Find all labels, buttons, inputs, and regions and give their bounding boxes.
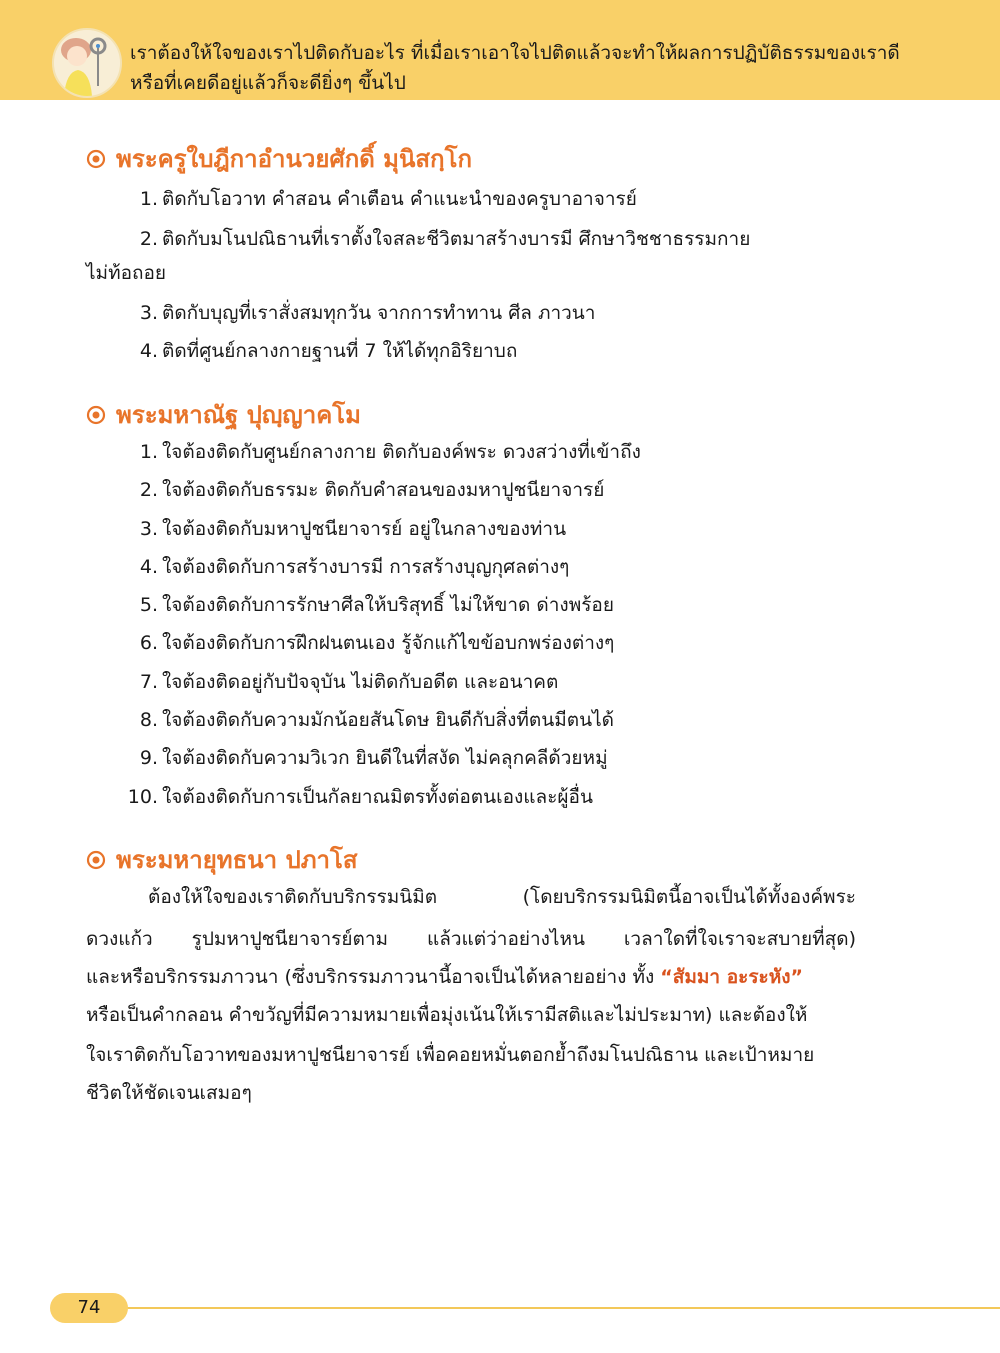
footer-rule <box>120 1307 1000 1309</box>
paragraph-line: ดวงแก้ว รูปมหาปูชนียาจารย์ตาม แล้วแต่ว่าอย่างไหน เวลาใดที่ใจเราจะสบายที่สุด) <box>86 928 856 950</box>
list-item <box>126 705 614 735</box>
section-title: พระมหายุทธนา ปภาโส <box>116 846 358 874</box>
item-number: 3. <box>139 518 158 540</box>
item-number: 2. <box>139 228 158 250</box>
header-caption <box>130 38 970 98</box>
item-number: 5. <box>139 594 158 616</box>
bullet-icon <box>86 850 106 870</box>
item-text: ใจต้องติดกับศูนย์กลางกาย ติดกับองค์พระ ดวงสว่างที่เข้าถึง <box>162 441 641 463</box>
list-item <box>126 224 750 254</box>
item-text: ใจต้องติดกับการสร้างบารมี การสร้างบุญกุศลต่างๆ <box>162 556 570 578</box>
item-text: ใจต้องติดกับการฝึกฝนตนเอง รู้จักแก้ไขข้อบกพร่องต่างๆ <box>162 632 615 654</box>
item-number: 9. <box>139 747 158 769</box>
item-text: ติดกับโอวาท คำสอน คำเตือน คำแนะนำของครูบาอาจารย์ <box>162 188 637 210</box>
item-text: ติดกับมโนปณิธานที่เราตั้งใจสละชีวิตมาสร้างบารมี ศึกษาวิชชาธรรมกาย <box>162 228 751 250</box>
item-number: 10. <box>127 786 158 808</box>
section-title: พระครูใบฎีกาอำนวยศักดิ์ มุนิสกฺโก <box>116 145 472 173</box>
item-number: 4. <box>139 556 158 578</box>
paragraph-line: หรือเป็นคำกลอน คำขวัญที่มีความหมายเพื่อมุ่งเน้นให้เรามีสติและไม่ประมาท) และต้องให้ <box>86 1004 808 1026</box>
cartoon-child-icon <box>52 28 122 98</box>
highlighted-mantra: “สัมมา อะระหัง” <box>660 966 804 988</box>
item-text: ติดกับบุญที่เราสั่งสมทุกวัน จากการทำทาน ศีล ภาวนา <box>162 302 596 324</box>
list-item <box>126 552 569 582</box>
list-item-continuation: ไม่ท้อถอย <box>86 262 167 284</box>
item-text: ใจต้องติดกับการเป็นกัลยาณมิตรทั้งต่อตนเองและผู้อื่น <box>162 786 593 808</box>
item-number: 6. <box>139 632 158 654</box>
list-item <box>126 743 608 773</box>
bullet-icon <box>86 405 106 425</box>
list-item <box>126 184 637 214</box>
header-line-2: หรือที่เคยดีอยู่แล้วก็จะดียิ่งๆ ขึ้นไป <box>130 72 406 94</box>
section-heading-2 <box>86 398 361 432</box>
paragraph-line: ต้องให้ใจของเราติดกับบริกรรมนิมิต (โดยบริกรรมนิมิตนี้อาจเป็นได้ทั้งองค์พระ <box>148 886 856 908</box>
paragraph-text: และหรือบริกรรมภาวนา (ซึ่งบริกรรมภาวนานี้อาจเป็นได้หลายอย่าง ทั้ง <box>86 966 661 988</box>
list-item <box>126 298 595 328</box>
item-text: ใจต้องติดกับความมักน้อยสันโดษ ยินดีกับสิ่งที่ตนมีตนได้ <box>162 709 615 731</box>
item-number: 4. <box>139 340 158 362</box>
section-heading-1 <box>86 142 472 176</box>
section-heading-3 <box>86 843 358 877</box>
paragraph-line <box>86 962 856 992</box>
list-item <box>126 782 593 812</box>
list-item <box>126 628 614 658</box>
item-text: ใจต้องติดอยู่กับปัจจุบัน ไม่ติดกับอดีต และอนาคต <box>162 671 559 693</box>
bullet-icon <box>86 149 106 169</box>
item-number: 2. <box>139 479 158 501</box>
item-number: 8. <box>139 709 158 731</box>
header-line-1: เราต้องให้ใจของเราไปติดกับอะไร ที่เมื่อเราเอาใจไปติดแล้วจะทำให้ผลการปฏิบัติธรรมของเราดี <box>130 42 900 64</box>
list-item <box>126 336 517 366</box>
list-item <box>126 475 604 505</box>
list-item <box>126 590 614 620</box>
page-number: 74 <box>50 1293 128 1323</box>
item-text: ใจต้องติดกับธรรมะ ติดกับคำสอนของมหาปูชนียาจารย์ <box>162 479 605 501</box>
section-title: พระมหาณัฐ ปุญฺญาคโม <box>116 401 361 429</box>
paragraph-line: ชีวิตให้ชัดเจนเสมอๆ <box>86 1082 252 1104</box>
list-item <box>126 514 566 544</box>
item-text: ใจต้องติดกับการรักษาศีลให้บริสุทธิ์ ไม่ให้ขาด ด่างพร้อย <box>162 594 614 616</box>
list-item <box>126 437 641 467</box>
item-text: ใจต้องติดกับความวิเวก ยินดีในที่สงัด ไม่คลุกคลีด้วยหมู่ <box>162 747 608 769</box>
item-text: ติดที่ศูนย์กลางกายฐานที่ 7 ให้ได้ทุกอิริยาบถ <box>162 340 518 362</box>
item-text: ใจต้องติดกับมหาปูชนียาจารย์ อยู่ในกลางของท่าน <box>162 518 567 540</box>
paragraph-line: ใจเราติดกับโอวาทของมหาปูชนียาจารย์ เพื่อคอยหมั่นตอกย้ำถึงมโนปณิธาน และเป้าหมาย <box>86 1044 815 1066</box>
item-number: 1. <box>139 188 158 210</box>
item-number: 7. <box>139 671 158 693</box>
item-number: 3. <box>139 302 158 324</box>
list-item <box>126 667 558 697</box>
item-number: 1. <box>139 441 158 463</box>
